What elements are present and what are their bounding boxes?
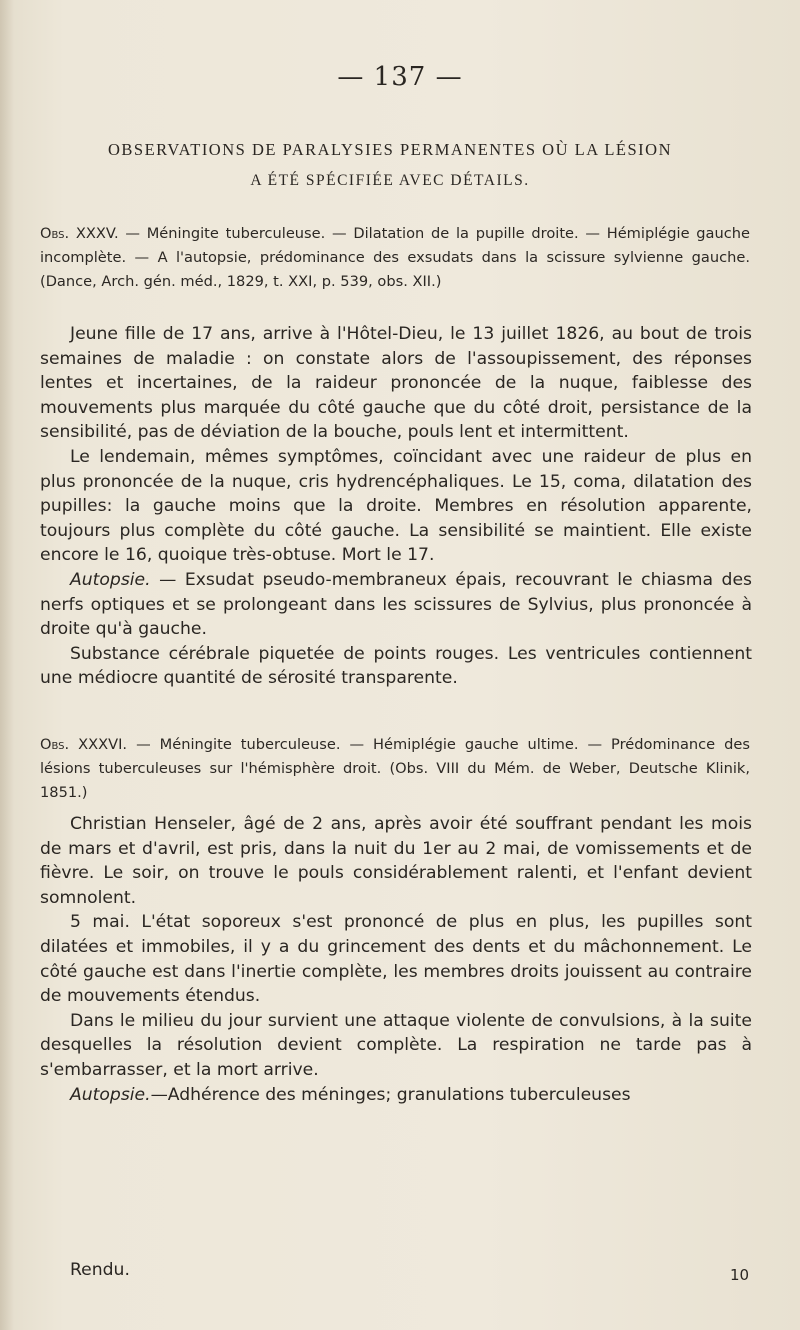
page-gutter-shadow xyxy=(0,0,14,1330)
observation-36-summary-text: — Méningite tuberculeuse. — Hémiplégie gauche ultime. — Prédominance des lésions tuberculeuses sur l'hémisphère droit. (Obs. VIII du Mém. de Weber, Deutsche Klinik, 1851.) xyxy=(40,736,751,801)
paragraph xyxy=(40,1083,752,1108)
paragraph: Christian Henseler, âgé de 2 ans, après avoir été souffrant pendant les mois de mars et d'avril, est pris, dans la nuit du 1er au 2 mai, de vomissements et de fièvre. Le soir, on trouve le pouls considérablement ralenti, et l'enfant devient somnolent. xyxy=(40,814,752,908)
signature-mark: 10 xyxy=(730,1266,750,1284)
paragraph: Le lendemain, mêmes symptômes, coïncidant avec une raideur de plus en plus prononcée de la nuque, cris hydrencéphaliques. Le 15, coma, dilatation des pupilles: la gauche moins que la droite. Membres en résolution apparente, toujours plus complète du côté gauche. La sensibilité se maintient. Elle existe encore le 16, quoique très-obtuse. Mort le 17. xyxy=(40,446,752,566)
section-heading-line-1: OBSERVATIONS DE PARALYSIES PERMANENTES OÙ LA LÉSION xyxy=(108,140,672,159)
autopsy-label: Autopsie. xyxy=(70,569,151,590)
footer-word: Rendu. xyxy=(70,1260,130,1280)
autopsy-text: —Adhérence des méninges; granulations tuberculeuses xyxy=(150,1084,631,1105)
autopsy-text: — Exsudat pseudo-membraneux épais, recouvrant le chiasma des nerfs optiques et se prolongeant dans les scissures de Sylvius, plus prononcée à droite qu'à gauche. xyxy=(40,569,752,640)
observation-35-label: Obs. XXXV. xyxy=(40,225,119,242)
section-heading-line-2: A ÉTÉ SPÉCIFIÉE AVEC DÉTAILS. xyxy=(250,172,530,189)
autopsy-label: Autopsie. xyxy=(70,1084,151,1105)
paragraph: Jeune fille de 17 ans, arrive à l'Hôtel-Dieu, le 13 juillet 1826, au bout de trois semaines de maladie : on constate alors de l'assoupissement, des réponses lentes et incertaines, de la raideur prononcée de la nuque, faiblesse des mouvements plus marquée du côté gauche que du côté droit, persistance de la sensibilité, pas de déviation de la bouche, pouls lent et intermittent. xyxy=(40,324,752,443)
page-number: — 137 — xyxy=(337,62,463,92)
observation-36-summary xyxy=(40,733,750,805)
observation-35-body xyxy=(40,322,752,691)
observation-35-summary-text: — Méningite tuberculeuse. — Dilatation de la pupille droite. — Hémiplégie gauche incomplète. — A l'autopsie, prédominance des exsudats dans la scissure sylvienne gauche. (Dance, Arch. gén. méd., 1829, t. XXI, p. 539, obs. XII.) xyxy=(40,225,750,290)
observation-36-body xyxy=(40,812,752,1107)
paragraph xyxy=(40,568,752,642)
observation-35-summary xyxy=(40,222,750,294)
paragraph: Substance cérébrale piquetée de points rouges. Les ventricules contiennent une médiocre quantité de sérosité transparente. xyxy=(40,643,752,689)
observation-36-label: Obs. XXXVI. xyxy=(40,736,128,753)
paragraph: 5 mai. L'état soporeux s'est prononcé de plus en plus, les pupilles sont dilatées et immobiles, il y a du grincement des dents et du mâchonnement. Le côté gauche est dans l'inertie complète, les membres droits jouissent au contraire de mouvements étendus. xyxy=(40,912,752,1007)
paragraph: Dans le milieu du jour survient une attaque violente de convulsions, à la suite desquelles la résolution devient complète. La respiration ne tarde pas à s'embarrasser, et la mort arrive. xyxy=(40,1010,752,1080)
